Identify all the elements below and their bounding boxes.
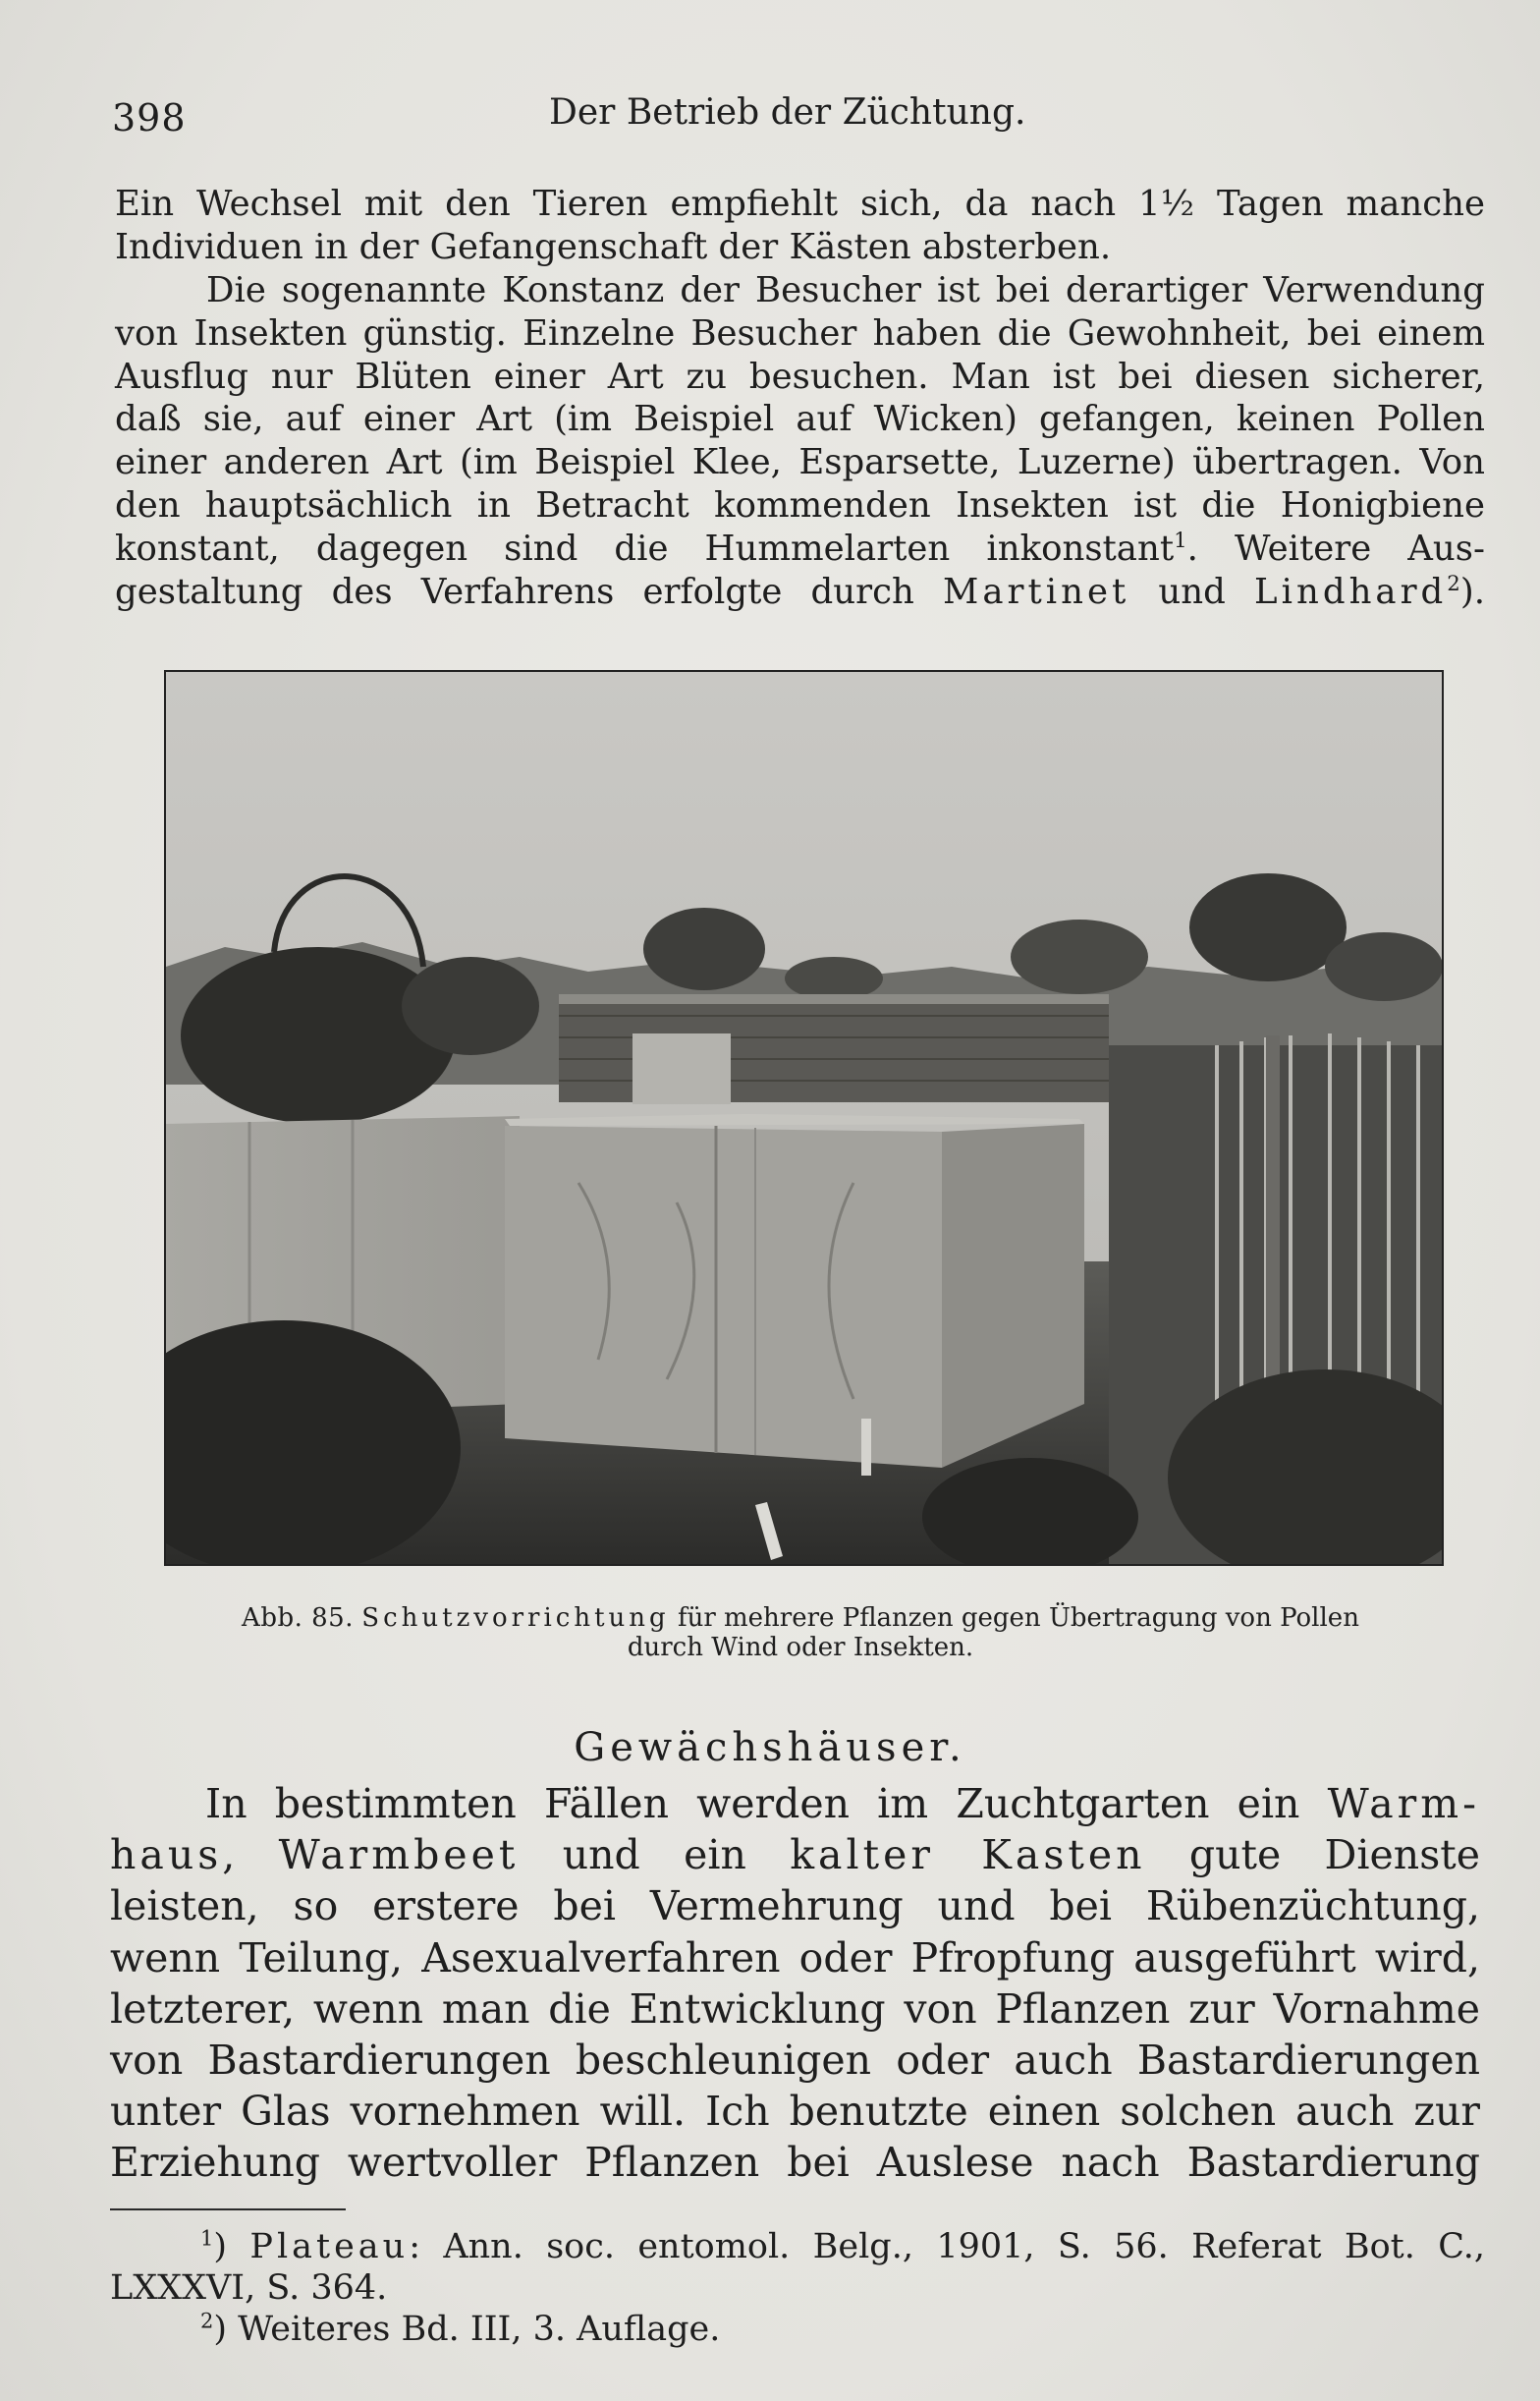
line-text: gestaltung des Verfahrens erfolgte durch xyxy=(115,571,943,612)
line-text: , xyxy=(222,1831,279,1879)
line-text: In bestimmten Fällen werden im Zuchtgarten ein xyxy=(205,1780,1328,1827)
author-name: Lindhard xyxy=(1254,571,1448,612)
author-name: Plateau xyxy=(249,2227,410,2266)
text-line xyxy=(115,528,1485,571)
footnote-text: Weiteres Bd. III, 3. Auflage. xyxy=(227,2310,721,2349)
figure-caption xyxy=(138,1603,1463,1662)
footnote-mark: 2 xyxy=(200,2309,214,2333)
text-line: Erziehung wertvoller Pflanzen bei Auslese nach Bastardierung xyxy=(110,2139,1480,2187)
line-text: . Weitere Aus- xyxy=(1186,528,1485,569)
caption-emphasis: Schutzvorrichtung xyxy=(361,1603,670,1633)
footnotes xyxy=(110,2226,1485,2350)
caption-line xyxy=(138,1603,1463,1633)
line-text: und xyxy=(1129,571,1255,612)
page-header xyxy=(112,86,1428,145)
text-line: Die sogenannte Konstanz der Besucher ist bei derartiger Verwendung xyxy=(206,270,1485,310)
author-name: Martinet xyxy=(943,571,1130,612)
running-head: Der Betrieb der Züchtung. xyxy=(549,92,1026,133)
footnote-ref: 2 xyxy=(1447,571,1460,596)
page-number: 398 xyxy=(112,96,187,140)
paragraph-3 xyxy=(110,1778,1480,2189)
figure-photograph xyxy=(164,670,1444,1566)
text-line: letzterer, wenn man die Entwicklung von Pflanzen zur Vornahme xyxy=(110,1984,1480,2033)
footnote-1: $^1$) Plateau: Ann. soc. entomol. Belg., 1901, S. 56. Referat Bot. C., xyxy=(200,2226,1486,2266)
footnote-mark: 1 xyxy=(200,2226,214,2251)
text-line: von Insekten günstig. Einzelne Besucher haben die Gewohnheit, bei einem xyxy=(115,312,1485,354)
footnote-divider xyxy=(110,2208,346,2210)
text-line: einer anderen Art (im Beispiel Klee, Esparsette, Luzerne) übertragen. Von xyxy=(115,442,1485,483)
text-line: wenn Teilung, Asexualverfahren oder Pfropfung ausgeführt wird, xyxy=(110,1933,1480,1982)
emphasis-term: Warmbeet xyxy=(278,1831,520,1879)
text-line: unter Glas vornehmen will. Ich benutzte einen solchen auch zur xyxy=(110,2088,1480,2136)
text-line xyxy=(110,1829,1480,1880)
footnote-ref: 1 xyxy=(1174,529,1187,554)
emphasis-term: kalter Kasten xyxy=(790,1831,1146,1879)
footnote-1-continued: LXXXVI, S. 364. xyxy=(110,2268,388,2308)
text-line: Individuen in der Gefangenschaft der Kästen absterben. xyxy=(115,226,1112,267)
paragraph-2 xyxy=(115,269,1485,613)
text-line: von Bastardierungen beschleunigen oder auch Bastardierungen xyxy=(110,2037,1480,2085)
emphasis-term: haus xyxy=(110,1831,223,1879)
text-line: den hauptsächlich in Betracht kommenden Insekten ist die Honigbiene xyxy=(115,484,1485,526)
caption-line: durch Wind oder Insekten. xyxy=(627,1633,974,1662)
figure-number: Abb. 85. xyxy=(242,1603,354,1633)
text-line: leisten, so erstere bei Vermehrung und bei Rübenzüchtung, xyxy=(110,1882,1480,1930)
footnote-text: : Ann. soc. entomol. Belg., 1901, S. 56. Referat Bot. C., xyxy=(409,2227,1486,2266)
text-line: Ein Wechsel mit den Tieren empfiehlt sich, da nach 1½ Tagen manche xyxy=(115,184,1485,224)
text-line xyxy=(115,571,1485,614)
line-text: gute Dienste xyxy=(1145,1831,1480,1879)
text-line: daß sie, auf einer Art (im Beispiel auf Wicken) gefangen, keinen Pollen xyxy=(115,399,1485,440)
line-text: ). xyxy=(1459,571,1485,612)
text-line xyxy=(110,1778,1480,1829)
footnote-2: $^2$) Weiteres Bd. III, 3. Auflage. xyxy=(200,2309,721,2349)
line-text: konstant, dagegen sind die Hummelarten inkonstant xyxy=(115,528,1175,569)
section-heading: Gewächshäuser. xyxy=(574,1725,966,1770)
caption-text: für mehrere Pflanzen gegen Übertragung von Pollen xyxy=(669,1603,1359,1633)
line-text: und ein xyxy=(519,1831,791,1879)
photograph-garden-boxes-icon xyxy=(166,672,1442,1564)
text-line: Ausflug nur Blüten einer Art zu besuchen. Man ist bei diesen sicherer, xyxy=(115,356,1485,397)
emphasis-term: Warm- xyxy=(1327,1780,1480,1827)
paragraph-1 xyxy=(115,183,1485,269)
